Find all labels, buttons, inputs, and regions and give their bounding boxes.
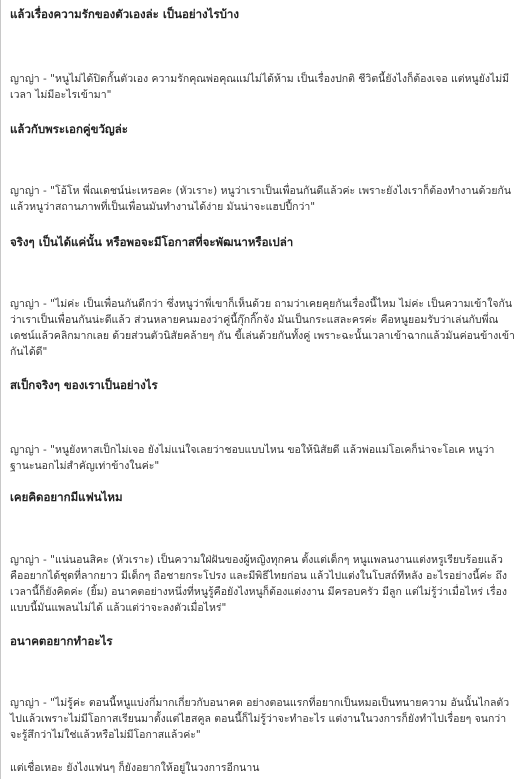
answer-paragraph: ญาญ่า - "แน่นอนสิคะ (หัวเราะ) เป็นความใฝ่ฝันของผู้หญิงทุกคน ตั้งแต่เด็กๆ หนูแพลนงานแต่งหรูเรียบร้อยแล้ว คืออยากได้ชุดที่ลากยาว มีเด็กๆ ถือชายกระโปรง และมีพิธีไทยก่อน แล้วไปแต่งในโบสถ์ทีหลัง อะไรอย่างนี้ค่ะ ถึงเวลานี้ก็ยังคิดค่ะ (ยิ้ม) อนาคตอย่างหนึ่งที่หนูรู้คือยังไงหนูก็ต้องแต่งงาน มีครอบครัว มีลูก แต่ไม่รู้ว่าเมื่อไหร่ เรื่องแบบนี้มันแพลนไม่ได้ แล้วแต่ว่าจะลงตัวเมื่อไหร่" [10,554,508,614]
question-heading: เคยคิดอยากมีแฟนไหม [10,490,123,504]
question-heading: แล้วเรื่องความรักของตัวเองล่ะ เป็นอย่างไรบ้าง [10,7,240,21]
left-border [0,0,1,779]
closing-line: แต่เชื่อเหอะ ยังไงแฟนๆ ก็ยังอยากให้อยู่ในวงการอีกนาน [10,762,260,774]
question-heading: สเป็กจริงๆ ของเราเป็นอย่างไร [10,378,158,392]
answer-paragraph: ญาญ่า - "หนูไม่ได้ปิดกั้นตัวเอง ความรักคุณพ่อคุณแม่ไม่ได้ห้าม เป็นเรื่องปกติ ชีวิตนี้ยังไงก็ต้องเจอ แต่หนูยังไม่มีเวลา ไม่มีอะไรเข้ามา" [10,73,510,101]
question-heading: จริงๆ เป็นได้แค่นั้น หรือพอจะมีโอกาสที่จะพัฒนาหรือเปล่า [10,235,294,249]
question-heading: อนาคตอยากทำอะไร [10,634,113,648]
answer-paragraph: ญาญ่า - "ไม่ค่ะ เป็นเพื่อนกันดีกว่า ซึ่งหนูว่าพี่เขาก็เห็นด้วย ถามว่าเคยคุยกันเรื่องนี้ไหม ไม่ค่ะ เป็นความเข้าใจกันว่าเราเป็นเพื่อนกันน่ะดีแล้ว ส่วนหลายคนมองว่าคู่นี้กุ๊กกิ๊กจัง มันเป็นกระแสละครค่ะ คือหนูยอมรับว่าเล่นกับพี่ณเดชน์แล้วคลิกมากเลย ด้วยส่วนตัวนิสัยคล้ายๆ กัน ขี้เล่นด้วยกันทั้งคู่ เพราะฉะนั้นเวลาเข้าฉากแล้วมันค่อนข้างเข้ากันได้ดี" [10,298,515,358]
answer-paragraph: ญาญ่า - "ไม่รู้ค่ะ ตอนนี้หนูแบ่งกึ่มากเกี่ยวกับอนาคต อย่างตอนแรกที่อยากเป็นหมอเป็นทนายความ อันนั้นไกลตัวไปแล้วเพราะไม่มีโอกาสเรียนมาตั้งแต่ไฮสคูล ตอนนี้ก็ไม่รู้ว่าจะทำอะไร แต่งานในวงการก็ยังทำไปเรื่อยๆ จนกว่าจะรู้สึกว่าไม่ใช่แล้วหรือไม่มีโอกาสแล้วค่ะ" [10,697,510,741]
answer-paragraph: ญาญ่า - "โอ้โห พี่ณเดชน์น่ะเหรอคะ (หัวเราะ) หนูว่าเราเป็นเพื่อนกันดีแล้วค่ะ เพราะยังไงเราก็ต้องทำงานด้วยกัน แล้วหนูว่าสถานภาพที่เป็นเพื่อนมันทำงานได้ง่าย มันน่าจะแฮปปี้กว่า" [10,185,512,213]
answer-paragraph: ญาญ่า - "หนูยังหาสเป็กไม่เจอ ยังไม่แน่ใจเลยว่าชอบแบบไหน ขอให้นิสัยดี แล้วพ่อแม่โอเคก็น่าจะโอเค หนูว่าฐานะนอกไม่สำคัญเท่าข้างในค่ะ" [10,444,495,472]
question-heading: แล้วกับพระเอกคู่ขวัญล่ะ [10,122,128,136]
